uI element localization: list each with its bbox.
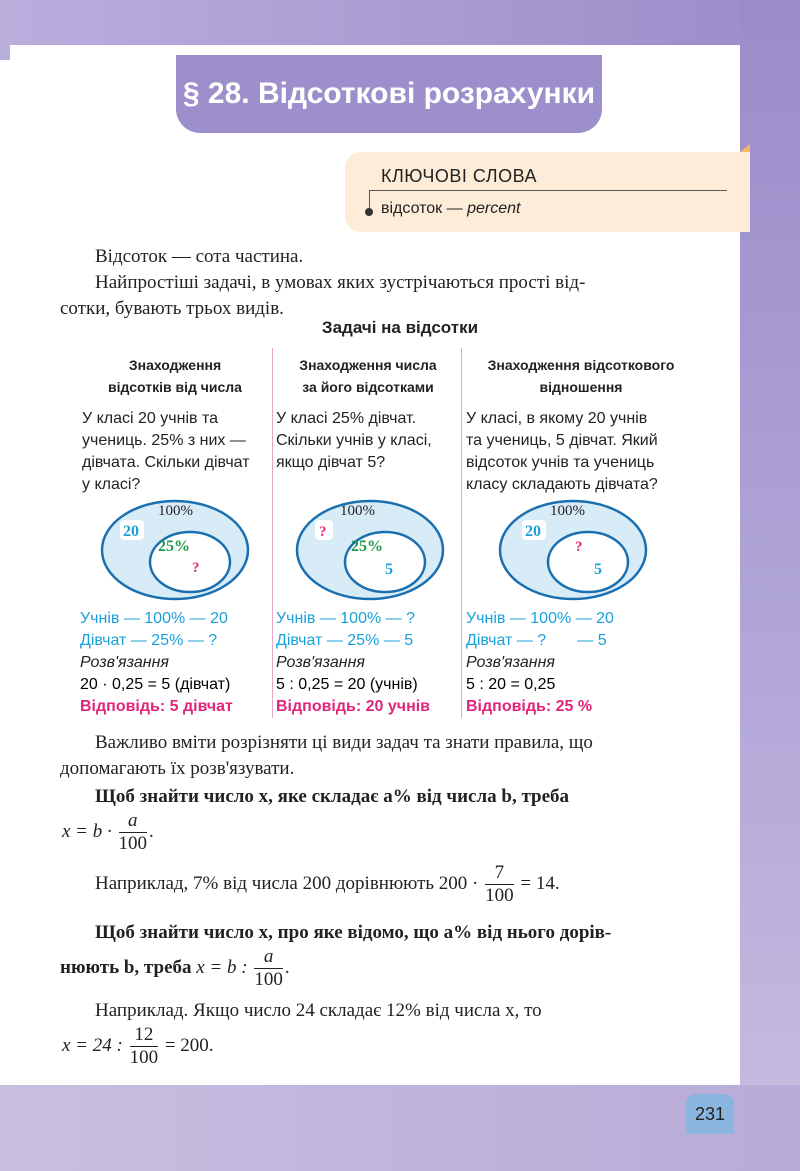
diagram-1-left-label: 20 <box>123 523 139 540</box>
rule-1-fraction <box>119 810 148 855</box>
rule-2-fraction <box>254 946 283 991</box>
solution-2-calc: 5 : 0,25 = 20 (учнів) <box>276 676 418 693</box>
solution-3 <box>466 608 614 718</box>
column-2-task-line: У класі 25% дівчат. <box>276 410 417 427</box>
tasks-title: Задачі на відсотки <box>321 318 479 337</box>
page-border-bottom <box>0 1085 800 1171</box>
solution-3-line1: Учнів — 100% — 20 <box>466 610 614 627</box>
example-1-text: Наприклад, 7% від числа 200 дорівнюють 200 · <box>95 872 479 894</box>
example-2-formula <box>62 1024 214 1069</box>
example-1-fraction <box>485 862 514 907</box>
diagram-2-left-label: ? <box>319 524 327 540</box>
solution-2-line2: Дівчат — 25% — 5 <box>276 632 414 649</box>
diagram-2-inner-label: 25% <box>351 538 383 555</box>
solution-1-line1: Учнів — 100% — 20 <box>80 610 228 627</box>
rule-1-formula-left: x = b · <box>62 820 112 842</box>
solution-3-answer: Відповідь: 25 % <box>466 698 593 715</box>
column-2-task-line: Скільки учнів у класі, <box>276 432 432 449</box>
column-2-task-line: якщо дівчат 5? <box>276 454 386 471</box>
solution-1-answer: Відповідь: 5 дівчат <box>80 698 233 715</box>
solution-2 <box>276 608 430 718</box>
example-2-result: = 200. <box>164 1034 214 1056</box>
example-2-fraction <box>130 1024 159 1069</box>
text-p1a: Важливо вміти розрізняти ці види задач та знати правила, що <box>95 732 593 753</box>
example-2-formula-left: x = 24 : <box>62 1034 123 1056</box>
rule-2-denominator: 100 <box>254 969 283 990</box>
column-3-task-line: У класі, в якому 20 учнів <box>466 410 648 427</box>
column-1-task-line: дівчата. Скільки дівчат <box>82 454 250 471</box>
example-1-numerator: 7 <box>485 862 514 885</box>
task-column-2 <box>276 354 460 474</box>
diagram-1-bottom-label: ? <box>192 560 200 576</box>
diagram-1-inner-label: 25% <box>158 538 190 555</box>
diagram-3-inner-label: ? <box>575 539 583 555</box>
text-p1b: допомагають їх розв'язувати. <box>60 758 295 779</box>
solution-2-label: Розв'язання <box>276 654 365 671</box>
section-title: § 28. Відсоткові розрахунки <box>176 55 602 133</box>
column-3-task-line: та учениць, 5 дівчат. Який <box>466 432 658 449</box>
diagram-3-left-label: 20 <box>525 523 541 540</box>
diagram-1 <box>100 498 250 602</box>
keywords-divider <box>369 190 727 191</box>
rule-2-formula: нюють b, треба x = b : $\frac{a}{100}$ . <box>60 946 290 990</box>
column-2-heading-2: за його відсотками <box>302 379 434 395</box>
keywords-box <box>345 152 750 232</box>
diagram-2 <box>295 498 445 602</box>
intro-line2a: Найпростіші задачі, в умовах яких зустрічаються прості від- <box>95 272 586 293</box>
column-1-heading-2: відсотків від числа <box>108 379 242 395</box>
solution-3-calc: 5 : 20 = 0,25 <box>466 676 556 693</box>
rule-1-denominator: 100 <box>118 833 148 854</box>
keywords-title: КЛЮЧОВІ СЛОВА <box>381 166 538 186</box>
diagram-2-outer-label: 100% <box>340 503 375 519</box>
column-1-heading-1: Знаходження <box>128 357 222 373</box>
rule-2-formula-left: x = b : <box>196 956 248 978</box>
rule-1-numerator: a <box>119 810 148 833</box>
page-number: 231 <box>686 1094 734 1134</box>
column-divider-1 <box>272 348 273 718</box>
keywords-fold <box>740 144 750 152</box>
solution-2-line1: Учнів — 100% — ? <box>276 610 415 627</box>
diagram-3-bottom-label: 5 <box>594 561 602 578</box>
column-1-task-line: у класі? <box>82 476 141 493</box>
example-1-denominator: 100 <box>485 885 514 906</box>
column-2-heading-1: Знаходження числа <box>299 357 437 373</box>
column-1-task-line: учениць. 25% з них — <box>82 432 246 449</box>
solution-1 <box>80 608 233 718</box>
solution-3-line2: Дівчат — ? — 5 <box>466 632 607 649</box>
column-3-task-line: відсоток учнів та учениць <box>466 454 655 471</box>
example-1 <box>95 862 560 907</box>
diagram-3-outer-label: 100% <box>550 503 585 519</box>
example-2-numerator: 12 <box>130 1024 159 1047</box>
solution-1-label: Розв'язання <box>80 654 169 671</box>
task-column-3 <box>466 354 696 496</box>
rule-2b: нюють b, треба <box>60 956 192 978</box>
column-1-task-line: У класі 20 учнів та <box>82 410 218 427</box>
rule-2a: Щоб знайти число x, про яке відомо, що a% від нього дорів- <box>95 922 612 943</box>
column-3-heading-2: відношення <box>539 379 623 395</box>
intro-line1: Відсоток — сота частина. <box>95 246 304 267</box>
example-2-denominator: 100 <box>129 1047 159 1068</box>
solution-3-label: Розв'язання <box>466 654 555 671</box>
keywords-bullet <box>365 208 373 216</box>
solution-1-line2: Дівчат — 25% — ? <box>80 632 218 649</box>
rule-1: Щоб знайти число x, яке складає a% від числа b, треба <box>95 786 570 807</box>
diagram-1-outer-label: 100% <box>158 503 193 519</box>
keywords-connector <box>369 190 370 210</box>
example-1-result: = 14. <box>520 872 560 894</box>
column-3-heading-1: Знаходження відсоткового <box>487 357 675 373</box>
intro-line2b: сотки, бувають трьох видів. <box>60 298 284 319</box>
column-3-task-line: класу складають дівчата? <box>466 476 658 493</box>
keyword-item: відсоток — percent <box>381 200 521 217</box>
rule-1-formula: x = b · $\frac{a}{100}$ . <box>62 810 154 854</box>
solution-2-answer: Відповідь: 20 учнів <box>276 698 431 715</box>
diagram-3-inner-ellipse <box>548 532 628 592</box>
diagram-2-bottom-label: 5 <box>385 561 393 578</box>
column-divider-2 <box>461 348 462 718</box>
solution-1-calc: 20 · 0,25 = 5 (дівчат) <box>80 676 231 693</box>
rule-2-numerator: a <box>254 946 283 969</box>
task-column-1 <box>80 354 270 496</box>
diagram-3 <box>498 498 648 602</box>
example-2: Наприклад. Якщо число 24 складає 12% від числа x, то <box>95 1000 542 1021</box>
